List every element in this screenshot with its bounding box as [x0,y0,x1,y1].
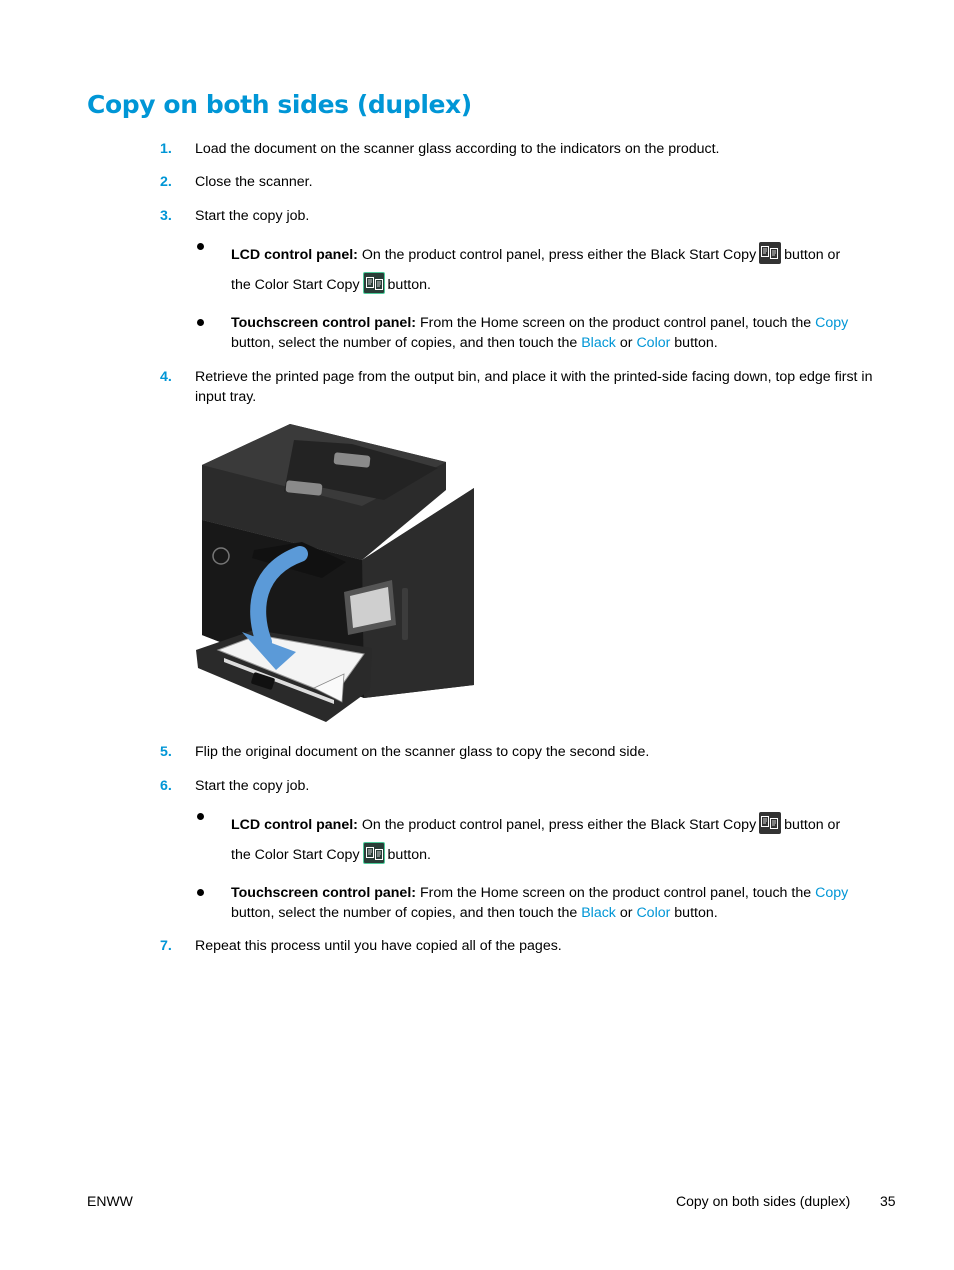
step-text: Flip the original document on the scanner glass to copy the second side. [195,744,650,760]
footer-left: ENWW [87,1193,133,1209]
bullet-body: From the Home screen on the product control panel, touch the [419,885,812,901]
bullet-body: button. [387,846,431,863]
bullet-text-line2 [231,274,871,296]
bullet-body: On the product control panel, press either the Black Start Copy [361,816,757,833]
bullet-body: button, select the number of copies, and then touch the [231,334,578,351]
printer-icon [194,420,478,726]
footer-section-title: Copy on both sides (duplex) [676,1193,851,1209]
bullet-icon [195,884,205,894]
color-start-copy-icon [363,842,385,864]
step-text: Start the copy job. [195,778,310,794]
black-link[interactable]: Black [581,904,616,921]
step-text: Load the document on the scanner glass according to the indicators on the product. [195,141,720,157]
bullet-body: On the product control panel, press either the Black Start Copy [361,246,757,263]
copy-link[interactable]: Copy [815,885,849,901]
bullet-text [231,314,871,353]
step-text: Retrieve the printed page from the output bin, and place it with the printed-side facing down, top edge first in input tray. [195,369,873,405]
copy-link[interactable]: Copy [815,315,849,331]
bullet-label: Touchscreen control panel: [231,315,416,331]
color-link[interactable]: Color [636,904,671,921]
bullet-body: the Color Start Copy [231,276,360,293]
step-number: 5. [160,744,172,760]
printer-illustration [194,420,478,726]
step-text: Start the copy job. [195,208,310,224]
bullet-body: or [619,334,633,351]
bullet-body: the Color Start Copy [231,846,360,863]
step-number: 1. [160,141,172,157]
bullet-text [231,244,871,266]
bullet-body: button. [387,276,431,293]
step-number: 3. [160,208,172,224]
bullet-text [231,884,871,923]
bullet-label: LCD control panel: [231,816,358,833]
page-number: 35 [880,1193,896,1209]
step-text: Repeat this process until you have copied all of the pages. [195,938,562,954]
black-link[interactable]: Black [581,334,616,351]
bullet-icon [195,314,205,324]
bullet-body: button, select the number of copies, and then touch the [231,904,578,921]
step-number: 7. [160,938,172,954]
bullet-body: button. [674,904,718,921]
page-title: Copy on both sides (duplex) [87,90,472,119]
bullet-text-line2 [231,844,871,866]
black-start-copy-icon [759,812,781,834]
color-link[interactable]: Color [636,334,671,351]
bullet-label: LCD control panel: [231,246,358,263]
bullet-body: or [619,904,633,921]
bullet-body: button or [784,816,841,833]
bullet-body: From the Home screen on the product control panel, touch the [419,315,812,331]
bullet-icon [195,808,205,818]
step-number: 4. [160,369,172,385]
color-start-copy-icon [363,272,385,294]
bullet-body: button or [784,246,841,263]
bullet-text [231,814,871,836]
black-start-copy-icon [759,242,781,264]
bullet-icon [195,238,205,248]
step-number: 2. [160,174,172,190]
step-number: 6. [160,778,172,794]
step-text: Close the scanner. [195,174,313,190]
bullet-label: Touchscreen control panel: [231,885,416,901]
bullet-body: button. [674,334,718,351]
